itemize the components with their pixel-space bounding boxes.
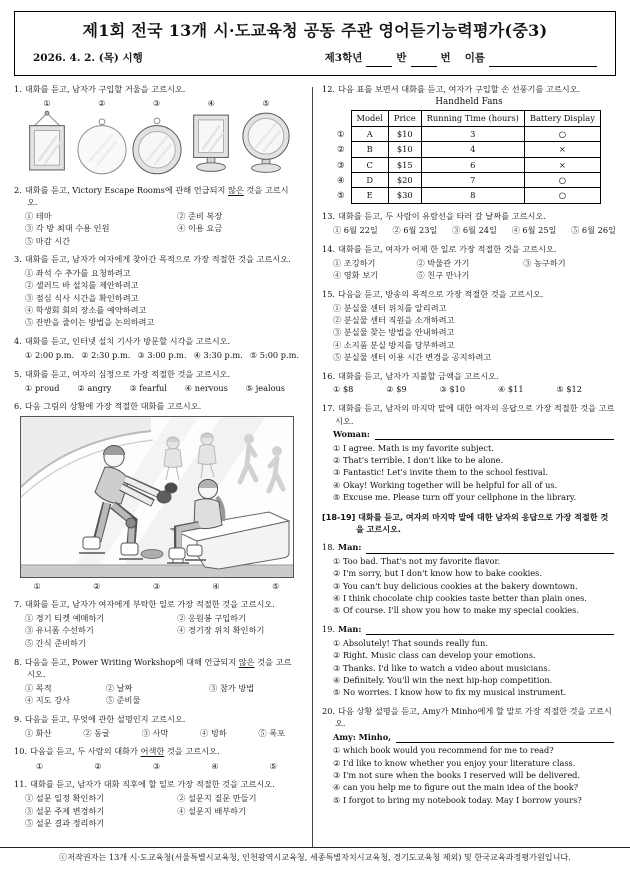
- table-row: ⑤ E $30 8 ○: [337, 188, 600, 203]
- question-3-prompt: 3. 대화를 듣고, 남자가 여자에게 찾아간 목적으로 가장 적절한 것을 고르시오.: [14, 254, 291, 265]
- answer-option: ① 좌석 수 추가를 요청하려고: [25, 268, 131, 279]
- question-17-speaker-line: [322, 428, 616, 440]
- round-hanging-mirror-icon: [76, 109, 128, 177]
- question-7-prompt: 7. 대화를 듣고, 남자가 여자에게 부탁한 일로 가장 적절한 것을 고르시오.: [14, 599, 275, 610]
- question-13-options: [322, 224, 616, 236]
- col-price: Price: [388, 111, 421, 126]
- question-8-prompt: 8. 다음을 듣고, Power Writing Workshop에 대해 언급되지 않은 것을 고르시오.: [14, 656, 292, 679]
- answer-option: ③ 참가 방법: [209, 682, 255, 693]
- mirror-option-1: ①: [20, 97, 74, 177]
- number-label: 번: [440, 52, 451, 64]
- answer-option: ⑤ $12: [556, 384, 582, 395]
- answer-option: ③ 사막: [141, 727, 169, 738]
- answer-option: ① Absolutely! That sounds really fun.: [333, 637, 488, 648]
- col-battery-display: Battery Display: [524, 111, 600, 126]
- answer-option: ③ 각 방 최대 수용 인원: [25, 223, 110, 234]
- question-11: [14, 778, 299, 829]
- answer-option: ③ 농구하기: [523, 257, 566, 268]
- col-model: Model: [351, 111, 388, 126]
- answer-option: ⑤: [272, 580, 280, 591]
- column-divider: [312, 87, 313, 847]
- question-20-speaker-line: [322, 731, 616, 743]
- answer-option: ② 응원봉 구입하기: [177, 613, 246, 624]
- question-1-prompt: 1. 대화를 듣고, 남자가 구입할 거울을 고르시오.: [14, 83, 186, 94]
- response-blank: [375, 431, 614, 440]
- question-7-options: [14, 612, 299, 649]
- table-title: Handheld Fans: [435, 97, 503, 108]
- answer-option: ① $8: [333, 384, 354, 395]
- speaker-label: Man:: [338, 542, 362, 553]
- answer-option: ③ 점심 식사 시간을 확인하려고: [25, 292, 139, 303]
- speaker-label: Amy: Minho,: [333, 731, 392, 742]
- answer-option: ① 테마: [25, 210, 52, 221]
- exam-header: [14, 11, 616, 76]
- question-4: [14, 335, 299, 361]
- question-3: [14, 253, 299, 328]
- table-row: ③ C $15 6 ×: [337, 157, 600, 172]
- answer-option: ⑤ 5:00 p.m.: [249, 349, 299, 360]
- answer-option: ② 2:30 p.m.: [81, 349, 131, 360]
- question-11-prompt: 11. 대화를 듣고, 남자가 대화 직후에 할 일로 가장 적절한 것을 고르시오.: [14, 779, 275, 790]
- answer-option: ③ Fantastic! Let's invite them to the school festival.: [333, 467, 548, 478]
- answer-option: ① 조깅하기: [333, 257, 376, 268]
- answer-option: ② angry: [77, 382, 112, 393]
- question-7: [14, 598, 299, 649]
- right-column: [309, 83, 616, 836]
- question-10-prompt: 10. 다음을 듣고, 두 사람의 대화가 어색한 것을 고르시오.: [14, 746, 220, 757]
- question-17: [322, 402, 616, 503]
- name-blank: [489, 57, 597, 67]
- answer-option: ③: [152, 760, 161, 771]
- question-16: [322, 370, 616, 396]
- answer-option: ④ 6월 25일: [511, 225, 557, 236]
- answer-option: ② Right. Music class can develop your emotions.: [333, 650, 536, 661]
- answer-option: ① 분실물 센터 위치를 알리려고: [333, 302, 447, 313]
- question-9-prompt: 9. 다음을 듣고, 무엇에 관한 설명인지 고르시오.: [14, 713, 186, 724]
- mirror-option-2: ②: [75, 97, 129, 177]
- answer-option: ② 동굴: [83, 727, 110, 738]
- round-framed-hanging-mirror-icon: [131, 109, 183, 177]
- answer-option: ① which book would you recommend for me to read?: [333, 745, 554, 756]
- question-6-number-row: [20, 580, 294, 592]
- answer-option: ④ Definitely. You'll win the next hip-hop competition.: [333, 674, 553, 685]
- answer-option: ④ 3:30 p.m.: [193, 349, 243, 360]
- square-hanging-mirror-icon: [21, 109, 73, 177]
- question-4-prompt: 4. 대화를 듣고, 인터넷 설치 기사가 방문할 시각을 고르시오.: [14, 336, 231, 347]
- answer-option: ⑤ I forgot to bring my notebook today. May I borrow yours?: [333, 794, 582, 805]
- answer-option: ④ can you help me to figure out the main idea of the book?: [333, 782, 579, 793]
- answer-option: ④ 경기장 위치 확인하기: [177, 625, 265, 636]
- exam-title: 제1회 전국 13개 시·도교육청 공동 주관 영어듣기능력평가(중3): [82, 21, 548, 40]
- question-16-options: [322, 383, 616, 395]
- answer-option: ③ fearful: [129, 382, 167, 393]
- question-5-options: [14, 382, 299, 394]
- answer-option: ④ 영화 보기: [333, 270, 379, 281]
- answer-option: ②: [94, 760, 102, 771]
- answer-option: ④ 빙하: [200, 727, 227, 738]
- answer-option: ④ 지도 강사: [25, 694, 71, 705]
- answer-option: ② $9: [386, 384, 407, 395]
- mirror-option-5: ⑤: [239, 97, 293, 177]
- answer-option: ② 준비 복장: [177, 210, 223, 221]
- question-1: [14, 83, 299, 178]
- exam-info-row: [25, 51, 605, 67]
- answer-option: ⑤ 폭포: [258, 727, 285, 738]
- answer-option: ③ $10: [439, 384, 466, 395]
- question-19: [322, 623, 616, 698]
- question-2-prompt: 2. 대화를 듣고, Victory Escape Rooms에 관해 언급되지 않은 것을 고르시오.: [14, 184, 289, 208]
- mirror-option-4: ④: [184, 97, 238, 177]
- answer-option: ② I'd like to know whether you enjoy your literature class.: [333, 757, 576, 768]
- col-running-time: Running Time (hours): [421, 111, 524, 126]
- question-15-prompt: 15. 다음을 듣고, 방송의 목적으로 가장 적절한 것을 고르시오.: [322, 288, 544, 299]
- answer-option: ⑤ 마감 시간: [25, 235, 71, 246]
- answer-option: ④ 소지품 분실 방지를 당부하려고: [333, 339, 455, 350]
- table-header-row: [337, 111, 600, 126]
- answer-option: ② 박물관 가기: [416, 257, 470, 268]
- answer-option: ① proud: [25, 382, 60, 393]
- answer-option: ④ $11: [497, 384, 524, 395]
- answer-option: ⑤: [269, 760, 277, 771]
- question-1-choices: [14, 97, 299, 177]
- question-13-prompt: 13. 대화를 듣고, 두 사람이 유람선을 타러 갈 날짜를 고르시오.: [322, 211, 546, 222]
- question-17-options: [322, 442, 616, 503]
- answer-option: ④: [212, 580, 220, 591]
- answer-option: ⑤ 분실물 센터 이용 시간 변경을 공지하려고: [333, 351, 492, 362]
- question-16-prompt: 16. 대화를 듣고, 남자가 지불할 금액을 고르시오.: [322, 370, 499, 381]
- handheld-fans-table: [322, 96, 616, 204]
- response-blank: [366, 626, 614, 635]
- ice-skating-scene-illustration: [20, 416, 294, 578]
- answer-option: ④ 학생회 회의 장소를 예약하려고: [25, 305, 147, 316]
- footer-divider: [0, 847, 630, 848]
- table-row: ④ D $20 7 ○: [337, 172, 600, 187]
- response-blank: [396, 734, 614, 743]
- question-6: [14, 400, 299, 592]
- question-2-options: [14, 210, 299, 247]
- grade-label: 제3학년: [324, 52, 363, 64]
- mirror-option-3: ③: [130, 97, 184, 177]
- answer-option: ③ I'm not sure when the books I reserved will be delivered.: [333, 769, 581, 780]
- section-18-19-instruction: [18-19] 대화를 듣고, 여자의 마지막 말에 대한 남자의 응답으로 가장 적절한 것을 고르시오.: [322, 512, 609, 535]
- question-9: [14, 713, 299, 739]
- answer-option: ⑤ Of course. I'll show you how to make my special cookies.: [333, 605, 579, 616]
- question-4-options: [14, 349, 299, 361]
- question-12-prompt: 12. 다음 표를 보면서 대화를 듣고, 여자가 구입할 손 선풍기를 고르시오.: [322, 83, 581, 94]
- question-6-prompt: 6. 다음 그림의 상황에 가장 적절한 대화를 고르시오.: [14, 401, 202, 412]
- speaker-label: Man:: [338, 624, 362, 635]
- answer-option: ② I'm sorry, but I don't know how to bake cookies.: [333, 568, 542, 579]
- copyright-notice: ⓒ저작권자는 13개 시·도교육청(서울특별시교육청, 인천광역시교육청, 세종특별자치시교육청, 경기도교육청 제외) 및 한국교육과정평가원입니다.: [59, 852, 571, 862]
- exam-date: 2026. 4. 2. (목) 시행: [33, 52, 143, 64]
- answer-option: ② 설문지 질문 만들기: [177, 793, 257, 804]
- question-8: [14, 656, 299, 707]
- question-11-options: [14, 792, 299, 829]
- answer-option: ② 샐러드 바 설치를 제안하려고: [25, 280, 139, 291]
- question-8-options: [14, 682, 299, 707]
- answer-option: ③: [152, 580, 161, 591]
- number-blank: [411, 57, 437, 67]
- question-6-picture: [20, 416, 294, 592]
- question-10: [14, 745, 299, 772]
- question-5-prompt: 5. 대화를 듣고, 여자의 심정으로 가장 적절한 것을 고르시오.: [14, 368, 231, 379]
- answer-option: ⑤ 잔반을 줄이는 방법을 논의하려고: [25, 317, 155, 328]
- answer-option: ⑤ 간식 준비하기: [25, 637, 86, 648]
- left-column: [14, 83, 309, 836]
- speaker-label: Woman:: [333, 428, 370, 439]
- square-standing-mirror-icon: [185, 109, 237, 177]
- answer-option: ④ 설문지 배부하기: [177, 805, 246, 816]
- answer-option: ②: [93, 580, 101, 591]
- class-blank: [366, 57, 392, 67]
- answer-option: ①: [33, 580, 41, 591]
- answer-option: ③ You can't buy delicious cookies at the bakery downtown.: [333, 580, 578, 591]
- answer-option: ③ 분실물 찾는 방법을 안내하려고: [333, 327, 455, 338]
- answer-option: ⑤ 6월 26일: [571, 225, 616, 236]
- answer-option: ② That's terrible. I don't like to be alone.: [333, 454, 504, 465]
- question-18: [322, 541, 616, 616]
- answer-option: ④ 이용 요금: [177, 223, 223, 234]
- answer-option: ⑤ No worries. I know how to fix my musical instrument.: [333, 687, 567, 698]
- answer-option: ① 6월 22일: [333, 225, 378, 236]
- question-14-options: [322, 257, 616, 282]
- answer-option: ② 6월 23일: [392, 225, 438, 236]
- answer-option: ④ nervous: [184, 382, 228, 393]
- answer-option: ① 경기 티켓 예매하기: [25, 613, 105, 624]
- answer-option: ④ I think chocolate chip cookies taste better than plain ones.: [333, 593, 587, 604]
- answer-option: ① 설문 일정 확인하기: [25, 793, 105, 804]
- round-standing-mirror-icon: [240, 109, 292, 177]
- answer-option: ⑤ 설문 결과 정리하기: [25, 817, 105, 828]
- answer-option: ③ Thanks. I'd like to watch a video about musicians.: [333, 662, 551, 673]
- answer-option: ① 2:00 p.m.: [25, 349, 75, 360]
- question-15: [322, 288, 616, 363]
- table-row: ① A $10 3 ○: [337, 126, 600, 141]
- question-18-options: [322, 555, 616, 616]
- question-20-options: [322, 744, 616, 805]
- answer-option: ① 목적: [25, 682, 52, 693]
- question-13: [322, 210, 616, 236]
- class-label: 반: [396, 52, 407, 64]
- question-19-options: [322, 637, 616, 698]
- question-14-prompt: 14. 대화를 듣고, 여자가 어제 한 일로 가장 적절한 것을 고르시오.: [322, 243, 557, 254]
- answer-option: ④ Okay! Working together will be helpful for all of us.: [333, 479, 558, 490]
- question-12: [322, 83, 616, 204]
- question-3-options: [14, 267, 299, 328]
- answer-option: ⑤ 친구 만나기: [416, 270, 470, 281]
- answer-option: ① 화산: [25, 727, 52, 738]
- table-row: ② B $10 4 ×: [337, 142, 600, 157]
- question-20: [322, 705, 616, 806]
- question-14: [322, 243, 616, 281]
- answer-option: ① I agree. Math is my favorite subject.: [333, 442, 494, 453]
- question-15-options: [322, 302, 616, 363]
- question-5: [14, 368, 299, 394]
- answer-option: ①: [36, 760, 44, 771]
- answer-option: ② 날짜: [105, 682, 133, 693]
- question-10-number-row: [14, 760, 299, 772]
- answer-option: ③ 설문 주제 변경하기: [25, 805, 105, 816]
- question-18-speaker-line: 18. Man:: [322, 541, 616, 553]
- question-9-options: [14, 727, 299, 739]
- answer-option: ④: [211, 760, 219, 771]
- question-19-speaker-line: 19. Man:: [322, 623, 616, 635]
- response-blank: [366, 545, 614, 554]
- question-17-prompt: 17. 대화를 듣고, 남자의 마지막 말에 대한 여자의 응답으로 가장 적절한 것을 고르시오.: [322, 403, 615, 426]
- answer-option: ③ 유니폼 수선하기: [25, 625, 94, 636]
- answer-option: ② 분실물 센터 직원을 소개하려고: [333, 314, 455, 325]
- answer-option: ③ 3:00 p.m.: [137, 349, 187, 360]
- answer-option: ⑤ Excuse me. Please turn off your cellphone in the library.: [333, 491, 577, 502]
- question-20-prompt: 20. 다음 상황 설명을 듣고, Amy가 Minho에게 할 말로 가장 적절한 것을 고르시오.: [322, 705, 612, 729]
- answer-option: ③ 6월 24일: [452, 225, 497, 236]
- question-2: [14, 184, 299, 247]
- name-label: 이름: [464, 52, 485, 64]
- answer-option: ⑤ jealous: [245, 382, 285, 393]
- answer-option: ⑤ 준비물: [105, 694, 141, 705]
- answer-option: ① Too bad. That's not my favorite flavor.: [333, 556, 501, 567]
